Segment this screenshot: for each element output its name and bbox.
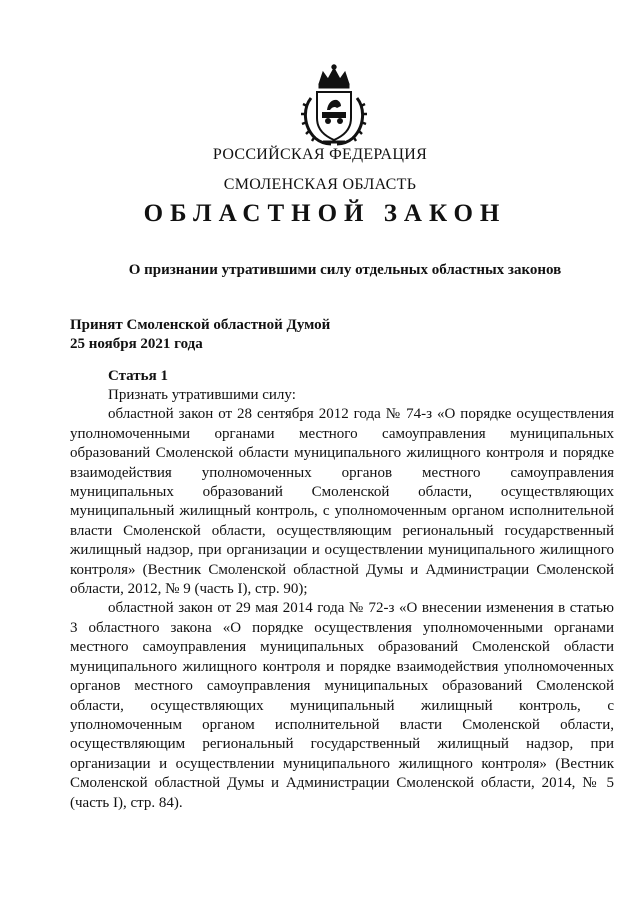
header-country: РОССИЙСКАЯ ФЕДЕРАЦИЯ (212, 146, 428, 163)
coat-of-arms-graphic (297, 62, 371, 148)
adoption-body: Принят Смоленской областной Думой (70, 317, 331, 333)
law-title: О признании утратившими силу отдельных областных законов (128, 262, 562, 278)
adoption-block (70, 316, 610, 354)
cannon-icon (322, 112, 346, 118)
header-region: СМОЛЕНСКАЯ ОБЛАСТЬ (223, 176, 417, 193)
coat-of-arms-icon (297, 62, 371, 148)
article-paragraph: областной закон от 28 сентября 2012 года № 74-з «О порядке осуществления уполномоченными органами местного самоуправления муниципальных образований Смоленской области муниципального жилищного контроля и порядке взаимодействия уполномоченных органов местного самоуправления муниципальных образований Смоленской области, осуществляющих муниципальный жилищный контроль, с уполномоченным органом исполнительной власти Смоленской области, осуществляющим региональный государственный жилищный надзор, при организации и осуществлении муниципального жилищного контроля» (Вестник Смоленской областной Думы и Администрации Смоленской области, 2012, № 9 (часть I), стр. 90); (70, 406, 614, 598)
crown-icon (319, 65, 349, 88)
adoption-date: 25 ноября 2021 года (70, 336, 203, 352)
article-paragraph: областной закон от 29 мая 2014 года № 72-з «О внесении изменения в статью 3 областного закона «О порядке осуществления уполномоченными органами местного самоуправления муниципальных образований Смоленской области муниципального жилищного контроля и порядке взаимодействия уполномоченных органов местного самоуправления муниципальных образований Смоленской области, осуществляющих муниципальный жилищный контроль, с уполномоченным органом исполнительной власти Смоленской области, осуществляющим региональный государственный жилищный надзор, при организации и осуществлении муниципального жилищного контроля» (Вестник Смоленской областной Думы и Администрации Смоленской области, 2014, № 5 (часть I), стр. 84). (70, 600, 614, 811)
article-body (70, 386, 614, 813)
article-intro: Признать утратившими силу: (108, 387, 296, 403)
document-type-heading: ОБЛАСТНОЙ ЗАКОН (143, 200, 507, 227)
article-heading: Статья 1 (108, 368, 168, 384)
